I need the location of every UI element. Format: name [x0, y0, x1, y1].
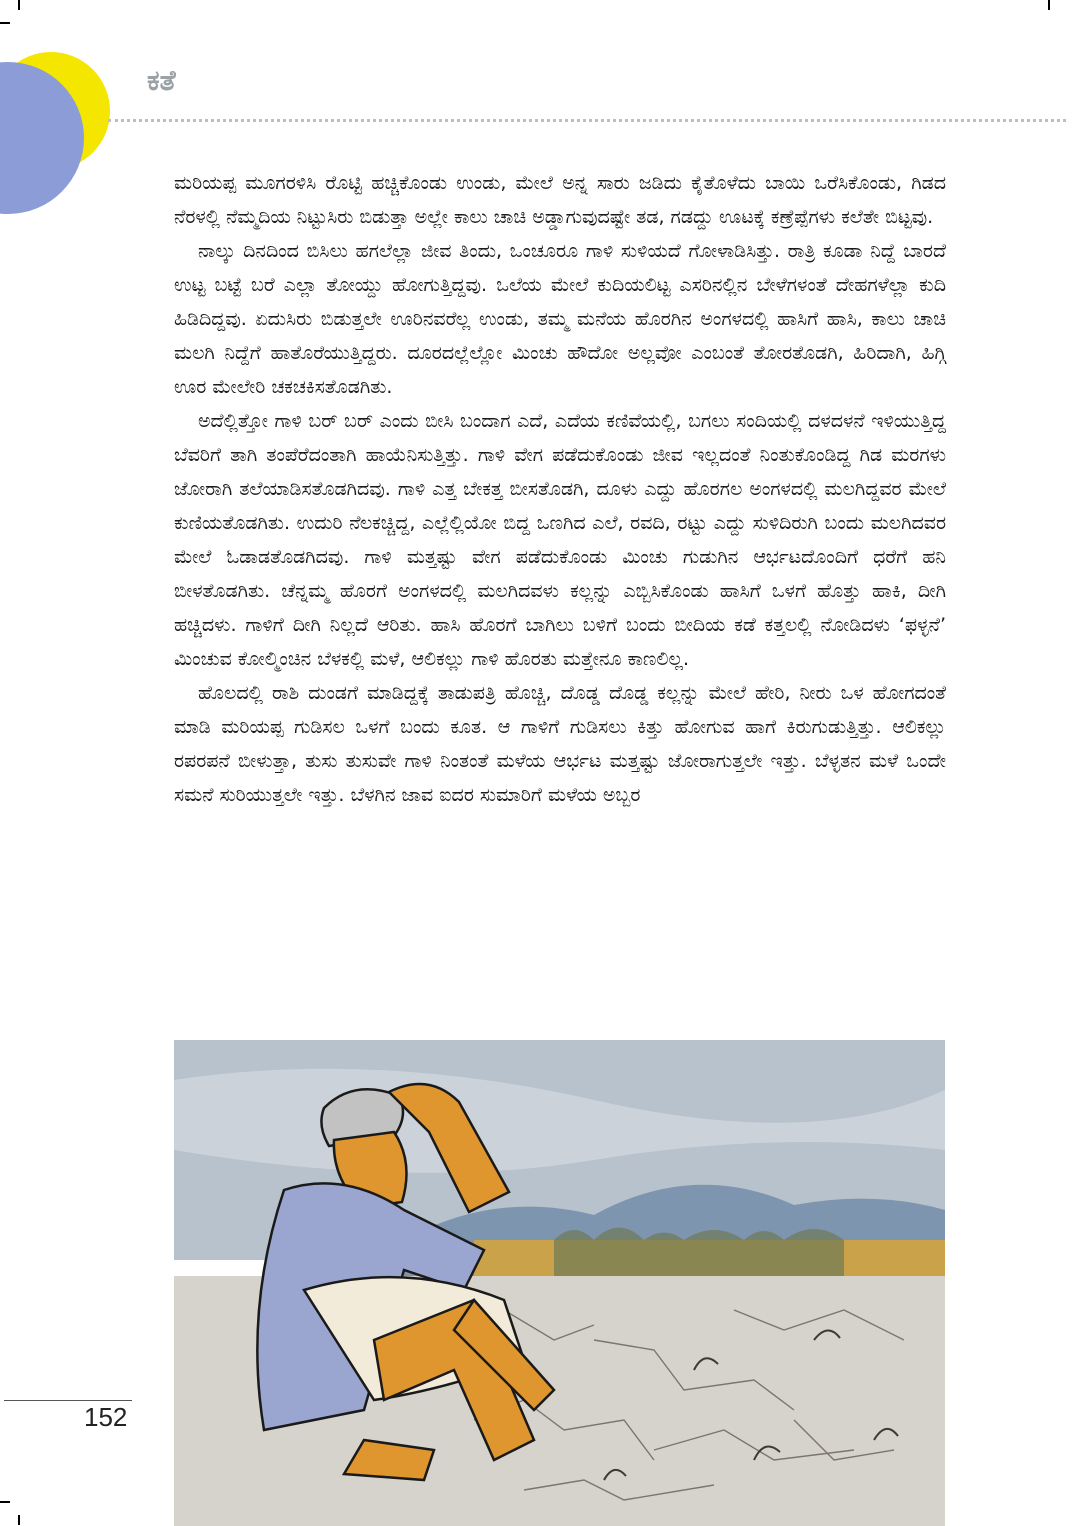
crop-mark [18, 1515, 20, 1525]
crop-mark [0, 1501, 10, 1503]
crop-mark [1048, 0, 1050, 10]
crop-mark [0, 22, 10, 24]
page-number: 152 [84, 1402, 128, 1432]
story-paragraph: ಹೊಲದಲ್ಲಿ ರಾಶಿ ದುಂಡಗೆ ಮಾಡಿದ್ದಕ್ಕೆ ತಾಡುಪತ್ರಿ ಹೊಚ್ಚಿ, ದೊಡ್ಡ ದೊಡ್ಡ ಕಲ್ಲನ್ನು ಮೇಲೆ ಹೇರಿ, ನೀರು ಒಳ ಹೋಗದಂತೆ ಮಾಡಿ ಮರಿಯಪ್ಪ ಗುಡಿಸಲ ಒಳಗೆ ಬಂದು ಕೂತ. ಆ ಗಾಳಿಗೆ ಗುಡಿಸಲು ಕಿತ್ತು ಹೋಗುವ ಹಾಗೆ ಕಿರುಗುಡುತ್ತಿತ್ತು. ಆಲಿಕಲ್ಲು ರಪರಪನೆ ಬೀಳುತ್ತಾ, ತುಸು ತುಸುವೇ ಗಾಳಿ ನಿಂತಂತೆ ಮಳೆಯ ಆರ್ಭಟ ಮತ್ತಷ್ಟು ಜೋರಾಗುತ್ತಲೇ ಇತ್ತು. ಬೆಳ್ಳತನ ಮಳೆ ಒಂದೇ ಸಮನೆ ಸುರಿಯುತ್ತಲೇ ಇತ್ತು. ಬೆಳಗಿನ ಜಾವ ಐದರ ಸುಮಾರಿಗೆ ಮಳೆಯ ಅಬ್ಬರ [174, 682, 946, 806]
story-paragraph: ಮರಿಯಪ್ಪ ಮೂಗರಳಿಸಿ ರೊಟ್ಟಿ ಹಚ್ಚಿಕೊಂಡು ಉಂಡು, ಮೇಲೆ ಅನ್ನ ಸಾರು ಜಡಿದು ಕೈತೊಳೆದು ಬಾಯಿ ಒರೆಸಿಕೊಂಡು, ಗಿಡದ ನೆರಳಲ್ಲಿ ನೆಮ್ಮದಿಯ ನಿಟ್ಟುಸಿರು ಬಿಡುತ್ತಾ ಅಲ್ಲೇ ಕಾಲು ಚಾಚಿ ಅಡ್ಡಾಗುವುದಷ್ಟೇ ತಡ, ಗಡದ್ದು ಊಟಕ್ಕೆ ಕಣ್ರೆಪ್ಪೆಗಳು ಕಲೆತೇ ಬಿಟ್ಟವು. [174, 172, 946, 228]
page-number-rule [4, 1400, 132, 1401]
dotted-divider [108, 119, 1066, 122]
story-paragraph: ನಾಲ್ಕು ದಿನದಿಂದ ಬಿಸಿಲು ಹಗಲೆಲ್ಲಾ ಜೀವ ತಿಂದು, ಒಂಚೂರೂ ಗಾಳಿ ಸುಳಿಯದೆ ಗೋಳಾಡಿಸಿತ್ತು. ರಾತ್ರಿ ಕೂಡಾ ನಿದ್ದೆ ಬಾರದೆ ಉಟ್ಟ ಬಟ್ಟೆ ಬರೆ ಎಲ್ಲಾ ತೋಯ್ದು ಹೋಗುತ್ತಿದ್ದವು. ಒಲೆಯ ಮೇಲೆ ಕುದಿಯಲಿಟ್ಟ ಎಸರಿನಲ್ಲಿನ ಬೇಳೆಗಳಂತೆ ದೇಹಗಳೆಲ್ಲಾ ಕುದಿ ಹಿಡಿದಿದ್ದವು. ಏದುಸಿರು ಬಿಡುತ್ತಲೇ ಊರಿನವರೆಲ್ಲ ಉಂಡು, ತಮ್ಮ ಮನೆಯ ಹೊರಗಿನ ಅಂಗಳದಲ್ಲಿ ಹಾಸಿಗೆ ಹಾಸಿ, ಕಾಲು ಚಾಚಿ ಮಲಗಿ ನಿದ್ದೆಗೆ ಹಾತೊರೆಯುತ್ತಿದ್ದರು. ದೂರದಲ್ಲೆಲ್ಲೋ ಮಿಂಚು ಹೌದೋ ಅಲ್ಲವೋ ಎಂಬಂತೆ ತೋರತೊಡಗಿ, ಹಿರಿದಾಗಿ, ಹಿಗ್ಗಿ ಊರ ಮೇಲೇರಿ ಚಕಚಕಿಸತೊಡಗಿತು. [174, 240, 946, 398]
story-illustration [174, 1040, 945, 1526]
story-text [174, 166, 946, 812]
story-paragraph: ಅದೆಲ್ಲಿತ್ತೋ ಗಾಳಿ ಬರ್ ಬರ್ ಎಂದು ಬೀಸಿ ಬಂದಾಗ ಎದೆ, ಎದೆಯ ಕಣಿವೆಯಲ್ಲಿ, ಬಗಲು ಸಂದಿಯಲ್ಲಿ ದಳದಳನೆ ಇಳಿಯುತ್ತಿದ್ದ ಬೆವರಿಗೆ ತಾಗಿ ತಂಪೆರೆದಂತಾಗಿ ಹಾಯೆನಿಸುತ್ತಿತ್ತು. ಗಾಳಿ ವೇಗ ಪಡೆದುಕೊಂಡು ಜೀವ ಇಲ್ಲದಂತೆ ನಿಂತುಕೊಂಡಿದ್ದ ಗಿಡ ಮರಗಳು ಜೋರಾಗಿ ತಲೆಯಾಡಿಸತೊಡಗಿದವು. ಗಾಳಿ ಎತ್ತ ಬೇಕತ್ತ ಬೀಸತೊಡಗಿ, ದೂಳು ಎದ್ದು ಹೊರಗಲ ಅಂಗಳದಲ್ಲಿ ಮಲಗಿದ್ದವರ ಮೇಲೆ ಕುಣಿಯತೊಡಗಿತು. ಉದುರಿ ನೆಲಕಚ್ಚಿದ್ದ, ಎಲ್ಲೆಲ್ಲಿಯೋ ಬಿದ್ದ ಒಣಗಿದ ಎಲೆ, ರವದಿ, ರಟ್ಟು ಎದ್ದು ಸುಳಿದಿರುಗಿ ಬಂದು ಮಲಗಿದವರ ಮೇಲೆ ಓಡಾಡತೊಡಗಿದವು. ಗಾಳಿ ಮತ್ತಷ್ಟು ವೇಗ ಪಡೆದುಕೊಂಡು ಮಿಂಚು ಗುಡುಗಿನ ಆರ್ಭಟದೊಂದಿಗೆ ಧರೆಗೆ ಹನಿ ಬೀಳತೊಡಗಿತು. ಚೆನ್ನಮ್ಮ ಹೊರಗೆ ಅಂಗಳದಲ್ಲಿ ಮಲಗಿದವಳು ಕಲ್ಲನ್ನು ಎಬ್ಬಿಸಿಕೊಂಡು ಹಾಸಿಗೆ ಒಳಗೆ ಹೊತ್ತು ಹಾಕಿ, ದೀಗಿ ಹಚ್ಚಿದಳು. ಗಾಳಿಗೆ ದೀಗಿ ನಿಲ್ಲದೆ ಆರಿತು. ಹಾಸಿ ಹೊರಗೆ ಬಾಗಿಲು ಬಳಿಗೆ ಬಂದು ಬೀದಿಯ ಕಡೆ ಕತ್ತಲಲ್ಲಿ ನೋಡಿದಳು ‘ಫಳ್ಳನೆ’ ಮಿಂಚುವ ಕೋಲ್ಮಿಂಚಿನ ಬೆಳಕಲ್ಲಿ ಮಳೆ, ಆಲಿಕಲ್ಲು ಗಾಳಿ ಹೊರತು ಮತ್ತೇನೂ ಕಾಣಲಿಲ್ಲ. [174, 410, 946, 670]
crop-mark [18, 0, 20, 10]
farmer-illustration [174, 1040, 945, 1526]
section-title: ಕತೆ [147, 64, 176, 97]
